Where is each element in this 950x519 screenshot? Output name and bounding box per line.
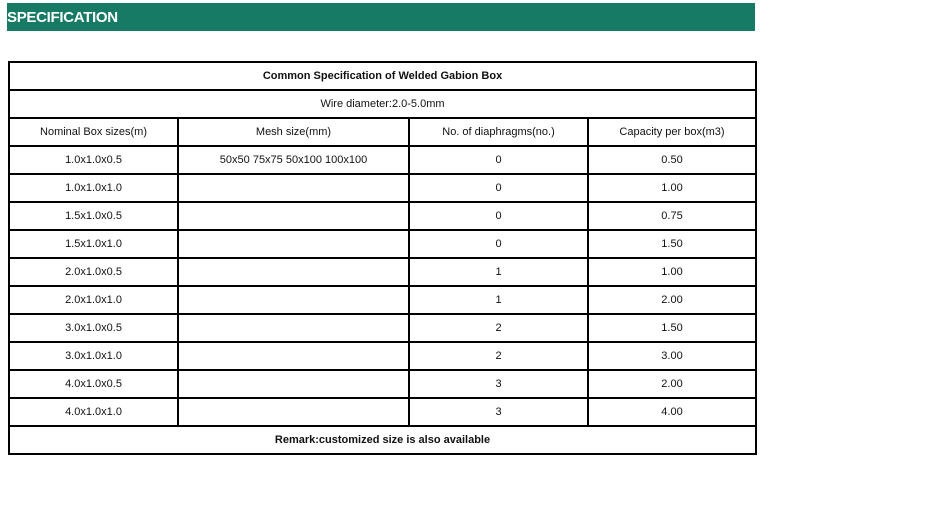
cell-diaphragms: 0: [409, 174, 588, 202]
column-header-mesh-size: Mesh size(mm): [178, 118, 409, 146]
cell-mesh-size: 50x50 75x75 50x100 100x100: [178, 146, 409, 174]
cell-capacity: 1.50: [588, 314, 756, 342]
cell-box-size: 1.5x1.0x0.5: [9, 202, 178, 230]
wire-diameter-label: Wire diameter:2.0-5.0mm: [9, 90, 756, 118]
cell-diaphragms: 1: [409, 258, 588, 286]
table-remark-row: [9, 426, 756, 454]
cell-box-size: 1.0x1.0x1.0: [9, 174, 178, 202]
specification-table: [8, 61, 757, 455]
cell-capacity: 0.50: [588, 146, 756, 174]
table-row: [9, 398, 756, 426]
cell-mesh-size: [178, 398, 409, 426]
cell-mesh-size: [178, 314, 409, 342]
column-header-diaphragms: No. of diaphragms(no.): [409, 118, 588, 146]
table-row: [9, 258, 756, 286]
cell-capacity: 2.00: [588, 286, 756, 314]
cell-capacity: 4.00: [588, 398, 756, 426]
cell-diaphragms: 2: [409, 314, 588, 342]
table-row: [9, 146, 756, 174]
table-title-row: [9, 62, 756, 90]
cell-capacity: 1.50: [588, 230, 756, 258]
remark-text: Remark:customized size is also available: [9, 426, 756, 454]
cell-mesh-size: [178, 286, 409, 314]
section-title: SPECIFICATION: [7, 8, 118, 26]
cell-mesh-size: [178, 174, 409, 202]
table-row: [9, 202, 756, 230]
cell-diaphragms: 3: [409, 398, 588, 426]
table-row: [9, 230, 756, 258]
column-header-box-size: Nominal Box sizes(m): [9, 118, 178, 146]
cell-capacity: 3.00: [588, 342, 756, 370]
cell-mesh-size: [178, 370, 409, 398]
cell-capacity: 1.00: [588, 258, 756, 286]
cell-mesh-size: [178, 202, 409, 230]
cell-capacity: 1.00: [588, 174, 756, 202]
cell-box-size: 3.0x1.0x1.0: [9, 342, 178, 370]
cell-diaphragms: 3: [409, 370, 588, 398]
table-row: [9, 370, 756, 398]
cell-box-size: 1.0x1.0x0.5: [9, 146, 178, 174]
table-title: Common Specification of Welded Gabion Box: [9, 62, 756, 90]
cell-diaphragms: 1: [409, 286, 588, 314]
cell-diaphragms: 0: [409, 146, 588, 174]
cell-mesh-size: [178, 258, 409, 286]
table-row: [9, 286, 756, 314]
table-row: [9, 314, 756, 342]
table-row: [9, 174, 756, 202]
column-header-capacity: Capacity per box(m3): [588, 118, 756, 146]
cell-box-size: 2.0x1.0x1.0: [9, 286, 178, 314]
cell-box-size: 4.0x1.0x1.0: [9, 398, 178, 426]
cell-diaphragms: 2: [409, 342, 588, 370]
cell-box-size: 1.5x1.0x1.0: [9, 230, 178, 258]
cell-box-size: 3.0x1.0x0.5: [9, 314, 178, 342]
cell-mesh-size: [178, 342, 409, 370]
table-header-row: [9, 118, 756, 146]
cell-capacity: 2.00: [588, 370, 756, 398]
cell-capacity: 0.75: [588, 202, 756, 230]
cell-diaphragms: 0: [409, 202, 588, 230]
cell-box-size: 4.0x1.0x0.5: [9, 370, 178, 398]
table-row: [9, 342, 756, 370]
cell-box-size: 2.0x1.0x0.5: [9, 258, 178, 286]
section-header: [7, 3, 755, 31]
cell-mesh-size: [178, 230, 409, 258]
table-subtitle-row: [9, 90, 756, 118]
cell-diaphragms: 0: [409, 230, 588, 258]
